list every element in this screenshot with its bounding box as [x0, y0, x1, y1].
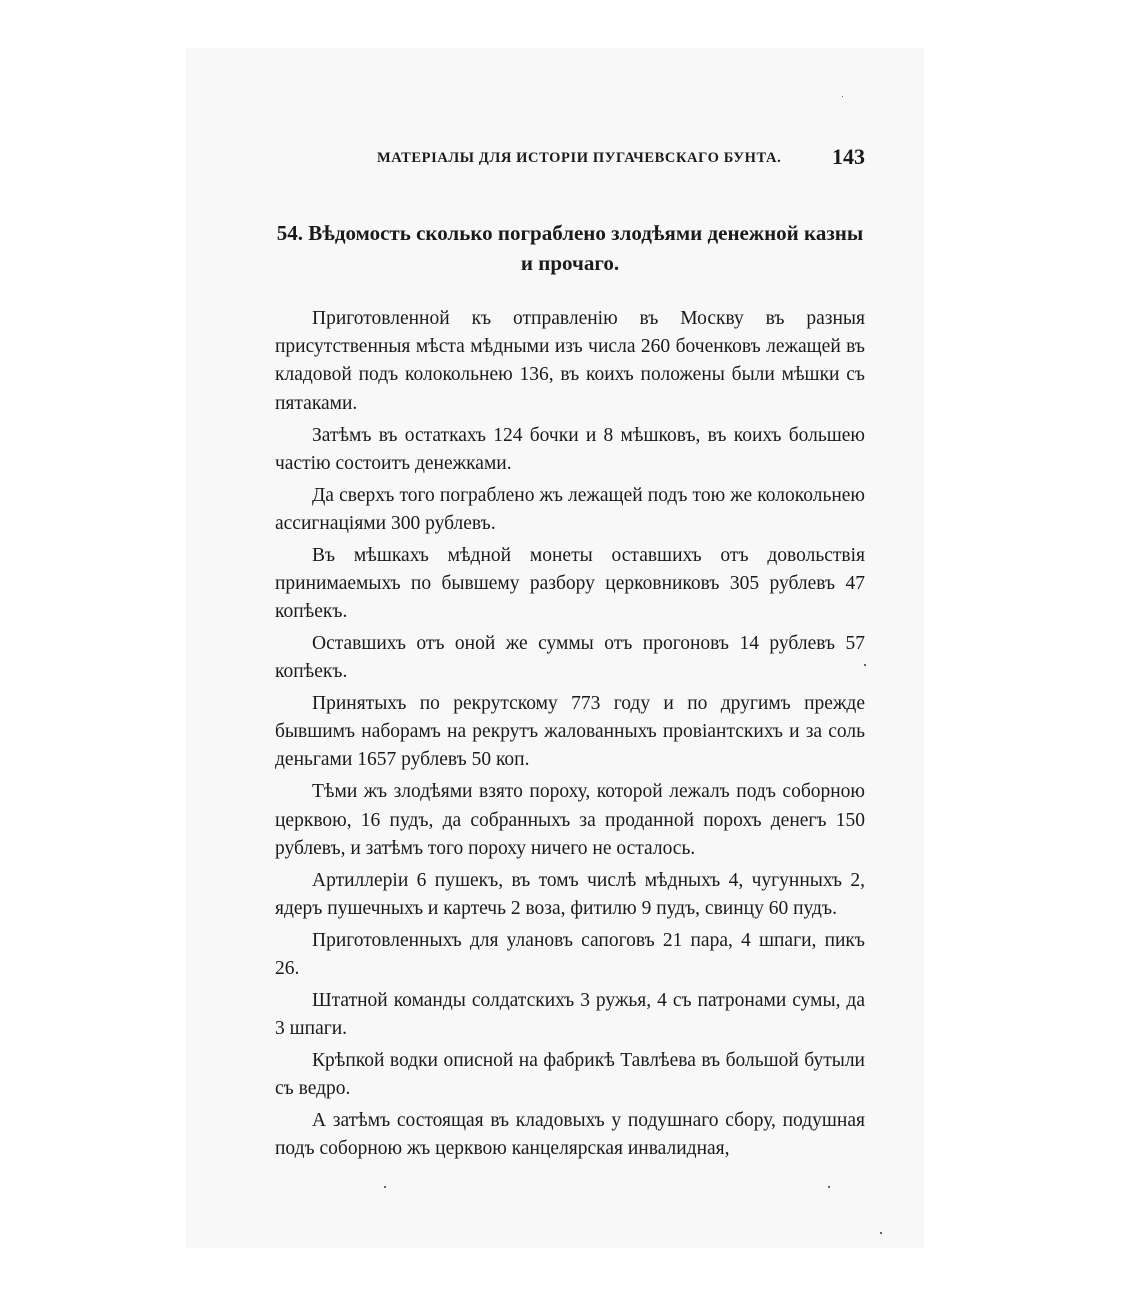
running-head — [275, 144, 865, 172]
page-number: 143 — [832, 144, 865, 169]
paragraph: Принятыхъ по рекрутскому 773 году и по другимъ прежде бывшимъ наборамъ на рекрутъ жалованныхъ провіантскихъ и за соль деньгами 1657 рублевъ 50 коп. — [275, 693, 865, 771]
scan-speck — [384, 1186, 386, 1188]
document-body — [275, 305, 865, 1167]
scan-speck — [880, 1232, 882, 1234]
paragraph: Приготовленной къ отправленію въ Москву въ разныя присутственныя мѣста мѣдными изъ числа 260 боченковъ лежащей въ кладовой подъ колокольнею 136, въ коихъ положены были мѣшки съ пятаками. — [275, 308, 865, 414]
scan-speck — [842, 96, 843, 97]
paragraph: Приготовленныхъ для улановъ сапоговъ 21 пара, 4 шпаги, пикъ 26. — [275, 929, 865, 979]
paragraph: А затѣмъ состоящая въ кладовыхъ у подушнаго сбору, подушная подъ соборною жъ церквою канцелярская инвалидная, — [275, 1110, 865, 1160]
running-title: МАТЕРІАЛЫ ДЛЯ ИСТОРІИ ПУГАЧЕВСКАГО БУНТА. — [377, 150, 782, 166]
scan-speck — [864, 664, 866, 666]
scan-speck — [828, 1186, 830, 1188]
paragraph: Артиллеріи 6 пушекъ, въ томъ числѣ мѣдныхъ 4, чугунныхъ 2, ядеръ пушечныхъ и картечь 2 воза, фитилю 9 пудъ, свинцу 60 пудъ. — [275, 869, 865, 919]
paragraph: Тѣми жъ злодѣями взято пороху, которой лежалъ подъ соборною церквою, 16 пудъ, да собранныхъ за проданной порохъ денегъ 150 рублевъ, и затѣмъ того пороху ничего не осталось. — [275, 781, 865, 859]
paragraph: Затѣмъ въ остаткахъ 124 бочки и 8 мѣшковъ, въ коихъ большею частію состоитъ денежками. — [275, 424, 865, 474]
paragraph: Въ мѣшкахъ мѣдной монеты оставшихъ отъ довольствія принимаемыхъ по бывшему разбору церковниковъ 305 рублевъ 47 копѣекъ. — [275, 544, 865, 623]
paragraph: Штатной команды солдатскихъ 3 ружья, 4 съ патронами сумы, да 3 шпаги. — [275, 989, 865, 1040]
paragraph: Крѣпкой водки описной на фабрикѣ Тавлѣева въ большой бутыли съ ведро. — [275, 1049, 865, 1100]
document-heading: 54. Вѣдомость сколько пограблено злодѣями денежной казны и прочаго. — [276, 221, 864, 275]
paragraph: Да сверхъ того пограблено жъ лежащей подъ тою же колокольнею ассигнаціями 300 рублевъ. — [275, 484, 865, 534]
paragraph: Оставшихъ отъ оной же суммы отъ прогоновъ 14 рублевъ 57 копѣекъ. — [275, 632, 865, 683]
